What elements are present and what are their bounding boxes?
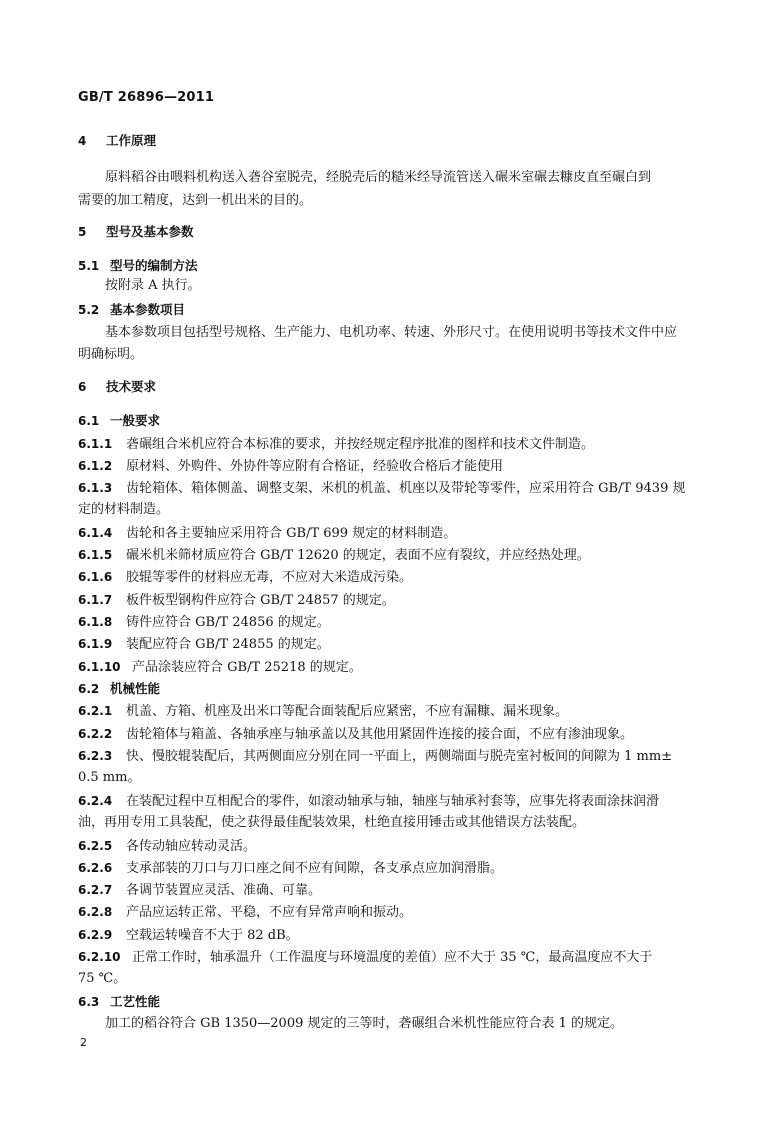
clause-number: 6.1.8: [78, 615, 113, 629]
clause-number: 6.2.5: [78, 839, 113, 853]
section-title: 机械性能: [110, 681, 161, 696]
section-title: 工作原理: [106, 133, 157, 148]
clause-text: 产品涂装应符合 GB/T 25218 的规定。: [132, 660, 362, 675]
clause: [78, 592, 395, 609]
paragraph-line: 原料稻谷由喂料机构送入砻谷室脱壳，经脱壳后的糙米经导流管送入碾米室碾去糠皮直至碾白到: [105, 170, 652, 185]
section-title: 型号及基本参数: [106, 224, 194, 239]
section-title: 型号的编制方法: [110, 258, 198, 273]
clause: [78, 726, 633, 743]
clause-text: 支承部装的刀口与刀口座之间不应有间隙，各支承点应加润滑脂。: [126, 861, 504, 876]
section-number: 6.1: [78, 414, 100, 428]
clause-text: 各调节装置应灵活、准确、可靠。: [126, 883, 322, 898]
section-heading: [78, 258, 198, 274]
section-number: 5: [78, 225, 87, 239]
paragraph-line: 按附录 A 执行。: [105, 278, 201, 293]
clause-number: 6.1.3: [78, 481, 113, 495]
clause-number: 6.2.4: [78, 794, 113, 808]
paragraph-line: 基本参数项目包括型号规格、生产能力、电机功率、转速、外形尺寸。在使用说明书等技术文件中应: [105, 325, 678, 340]
clause-text: 齿轮箱体、箱体侧盖、调整支架、米机的机盖、机座以及带轮等零件，应采用符合 GB/T 9439 规: [126, 481, 686, 496]
section-heading: [78, 413, 160, 429]
section-number: 6: [78, 380, 87, 394]
clause: [78, 480, 685, 497]
clause-number: 6.2.10: [78, 950, 121, 964]
section-heading: [78, 379, 156, 395]
clause-text: 各传动轴应转动灵活。: [126, 839, 257, 854]
section-number: 5.2: [78, 303, 100, 317]
section-heading: [78, 224, 194, 240]
clause-number: 6.1.7: [78, 593, 113, 607]
clause: [78, 659, 362, 676]
continuation-line: 明确标明。: [78, 347, 144, 362]
clause-text: 齿轮箱体与箱盖、各轴承座与轴承盖以及其他用紧固件连接的接合面，不应有渗油现象。: [126, 727, 634, 742]
clause: [78, 547, 590, 564]
clause: [78, 860, 503, 877]
clause-number: 6.1.2: [78, 459, 113, 473]
paragraph-line: 加工的稻谷符合 GB 1350—2009 规定的三等时，砻碾组合米机性能应符合表 1 的规定。: [105, 1016, 624, 1031]
clause-text: 胶辊等零件的材料应无毒，不应对大米造成污染。: [126, 570, 413, 585]
section-number: 5.1: [78, 259, 100, 273]
clause: [78, 703, 568, 720]
clause-number: 6.2.9: [78, 928, 113, 942]
clause-number: 6.1.1: [78, 437, 113, 451]
clause-text: 砻碾组合米机应符合本标准的要求，并按经规定程序批准的图样和技术文件制造。: [126, 437, 595, 452]
standard-number-header: GB/T 26896—2011: [78, 90, 215, 105]
section-number: 6.2: [78, 682, 100, 696]
clause-number: 6.1.6: [78, 570, 113, 584]
clause: [78, 569, 412, 586]
clause: [78, 436, 594, 453]
clause: [78, 793, 659, 810]
clause-text: 快、慢胶辊装配后，其两侧面应分别在同一平面上，两侧端面与脱壳室衬板间的间隙为 1 mm±: [126, 749, 673, 764]
section-heading: [78, 681, 160, 697]
page-number: 2: [80, 1036, 87, 1049]
clause: [78, 882, 321, 899]
clause-text: 在装配过程中互相配合的零件，如滚动轴承与轴，轴座与轴承衬套等，应事先将表面涂抹润滑: [126, 794, 660, 809]
clause-text: 装配应符合 GB/T 24855 的规定。: [126, 637, 330, 652]
section-number: 4: [78, 134, 87, 148]
clause-number: 6.2.2: [78, 727, 113, 741]
clause: [78, 927, 299, 944]
section-title: 基本参数项目: [110, 302, 186, 317]
clause: [78, 949, 652, 966]
clause-number: 6.2.7: [78, 883, 113, 897]
clause-number: 6.1.4: [78, 526, 113, 540]
continuation-line: 需要的加工精度，达到一机出米的目的。: [78, 193, 313, 208]
clause-number: 6.1.10: [78, 660, 121, 674]
clause-text: 碾米机米筛材质应符合 GB/T 12620 的规定，表面不应有裂纹，并应经热处理。: [126, 548, 590, 563]
clause: [78, 614, 330, 631]
clause-text: 齿轮和各主要轴应采用符合 GB/T 699 规定的材料制造。: [126, 526, 457, 541]
clause-text: 原材料、外购件、外协件等应附有合格证，经验收合格后才能使用: [126, 459, 504, 474]
continuation-line: 定的材料制造。: [78, 502, 170, 517]
clause: [78, 525, 456, 542]
clause: [78, 904, 412, 921]
clause-number: 6.2.1: [78, 704, 113, 718]
clause-text: 正常工作时，轴承温升（工作温度与环境温度的差值）应不大于 35 ℃，最高温度应不大于: [132, 950, 653, 965]
clause-text: 板件板型钢构件应符合 GB/T 24857 的规定。: [126, 593, 395, 608]
clause-text: 机盖、方箱、机座及出米口等配合面装配后应紧密，不应有漏糠、漏米现象。: [126, 704, 569, 719]
clause-number: 6.1.9: [78, 637, 113, 651]
continuation-line: 0.5 mm。: [78, 770, 141, 785]
section-title: 一般要求: [110, 413, 161, 428]
section-title: 工艺性能: [110, 994, 161, 1009]
clause-number: 6.2.8: [78, 905, 113, 919]
section-number: 6.3: [78, 995, 100, 1009]
section-heading: [78, 994, 160, 1010]
clause-text: 铸件应符合 GB/T 24856 的规定。: [126, 615, 330, 630]
clause-number: 6.2.6: [78, 861, 113, 875]
clause: [78, 636, 330, 653]
section-heading: [78, 302, 185, 318]
section-title: 技术要求: [106, 379, 157, 394]
section-heading: [78, 133, 156, 149]
clause: [78, 748, 672, 765]
clause: [78, 458, 503, 475]
clause: [78, 838, 256, 855]
clause-text: 产品应运转正常、平稳，不应有异常声响和振动。: [126, 905, 413, 920]
clause-text: 空载运转噪音不大于 82 dB。: [126, 928, 299, 943]
continuation-line: 油，再用专用工具装配，使之获得最佳配装效果，杜绝直接用锤击或其他错误方法装配。: [78, 815, 586, 830]
clause-number: 6.2.3: [78, 749, 113, 763]
continuation-line: 75 ℃。: [78, 971, 127, 986]
clause-number: 6.1.5: [78, 548, 113, 562]
